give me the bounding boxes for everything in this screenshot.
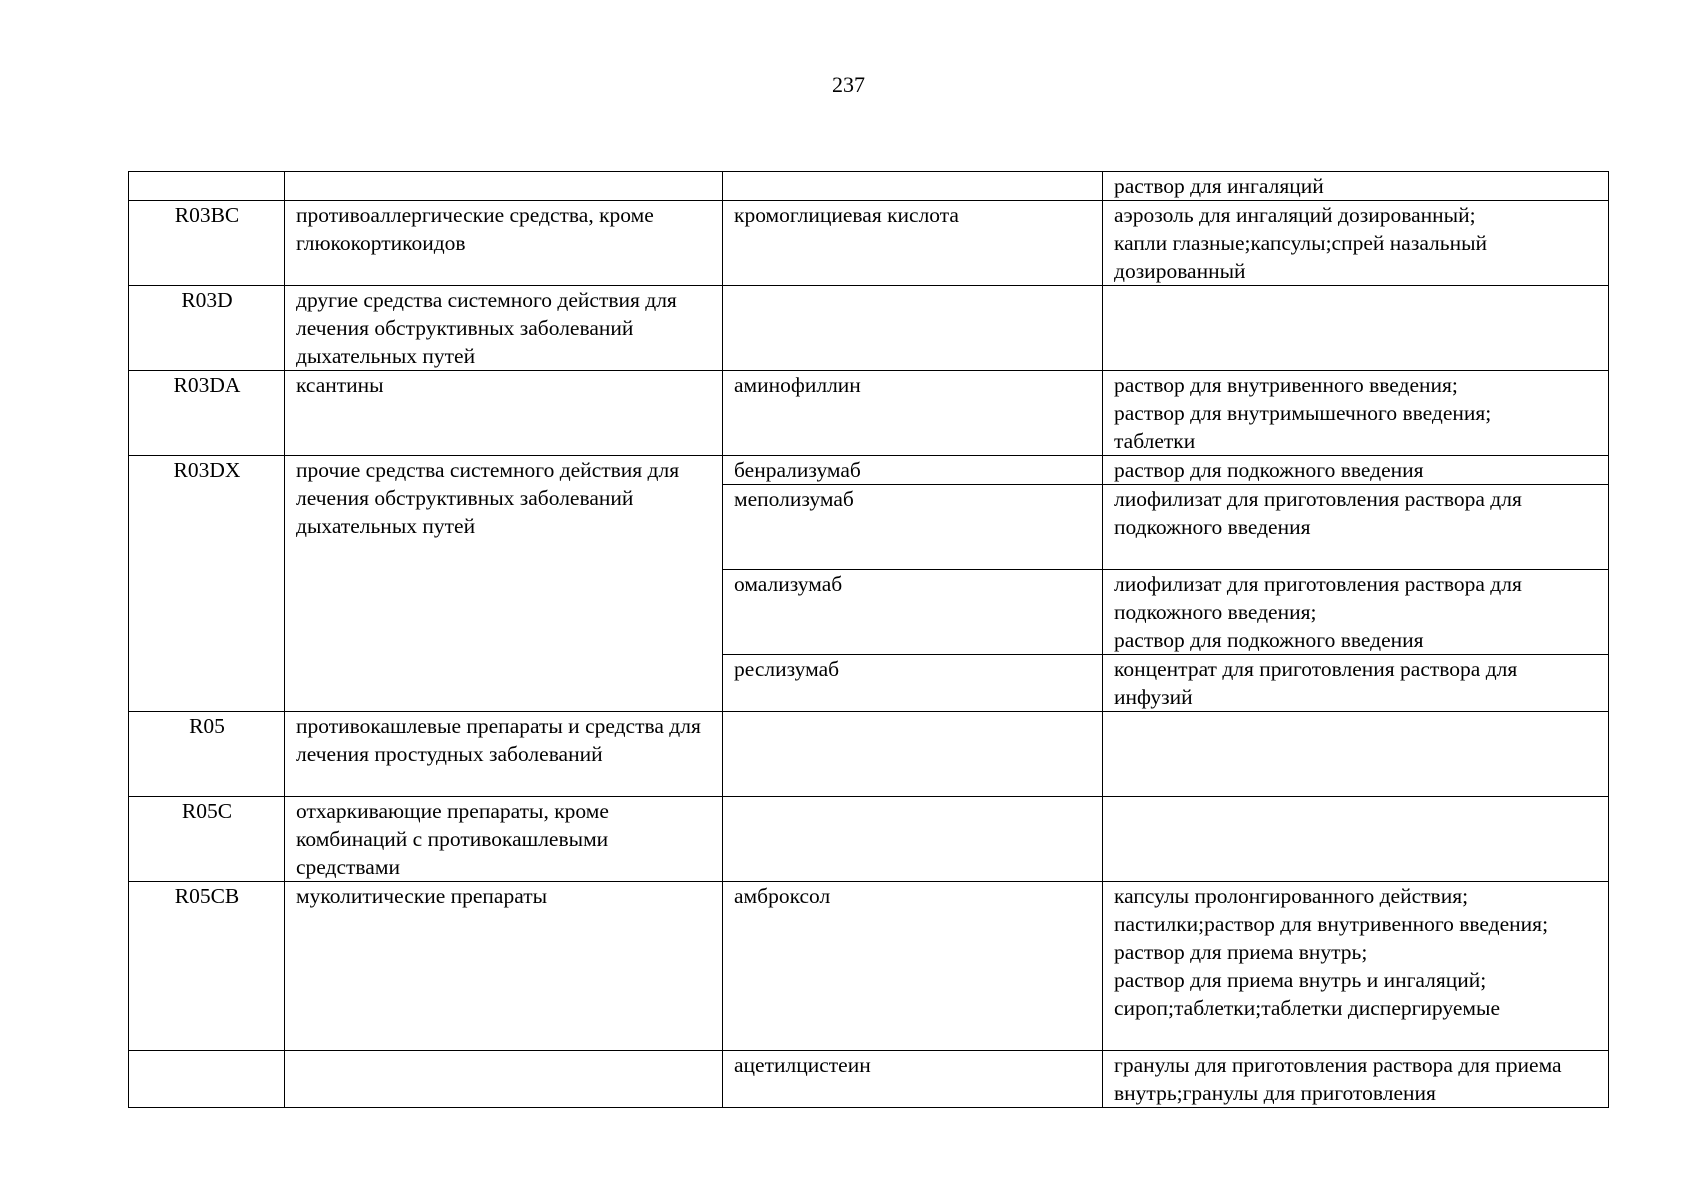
dosage-form-cell: лиофилизат для приготовления раствора для подкожного введения — [1103, 485, 1609, 570]
group-cell: другие средства системного действия для лечения обструктивных заболеваний дыхательных путей — [285, 286, 723, 371]
group-cell: прочие средства системного действия для лечения обструктивных заболеваний дыхательных путей — [285, 456, 723, 712]
atc-code-cell: R05CB — [129, 882, 285, 1051]
group-cell: противоаллергические средства, кроме глюкокортикоидов — [285, 201, 723, 286]
atc-code-cell: R03BC — [129, 201, 285, 286]
atc-code-cell: R03DA — [129, 371, 285, 456]
drug-cell: бенрализумаб — [723, 456, 1103, 485]
drug-cell — [723, 797, 1103, 882]
drug-cell — [723, 172, 1103, 201]
dosage-form-cell: раствор для ингаляций — [1103, 172, 1609, 201]
table-row — [129, 286, 1609, 371]
drug-classification-table — [128, 171, 1609, 1108]
table-row — [129, 456, 1609, 485]
atc-code-cell — [129, 172, 285, 201]
atc-code-cell: R03DX — [129, 456, 285, 712]
atc-code-cell — [129, 1051, 285, 1108]
table-row — [129, 882, 1609, 1051]
group-cell: ксантины — [285, 371, 723, 456]
drug-cell: аминофиллин — [723, 371, 1103, 456]
table-row — [129, 1051, 1609, 1108]
dosage-form-cell — [1103, 712, 1609, 797]
page-number: 237 — [832, 72, 865, 97]
drug-cell: омализумаб — [723, 570, 1103, 655]
drug-cell: кромоглициевая кислота — [723, 201, 1103, 286]
group-cell: муколитические препараты — [285, 882, 723, 1051]
drug-cell: реслизумаб — [723, 655, 1103, 712]
dosage-form-cell: раствор для подкожного введения — [1103, 456, 1609, 485]
dosage-form-cell: раствор для внутривенного введения; раствор для внутримышечного введения; таблетки — [1103, 371, 1609, 456]
dosage-form-cell — [1103, 797, 1609, 882]
group-cell: противокашлевые препараты и средства для лечения простудных заболеваний — [285, 712, 723, 797]
dosage-form-cell — [1103, 286, 1609, 371]
drug-cell: меполизумаб — [723, 485, 1103, 570]
dosage-form-cell: лиофилизат для приготовления раствора для подкожного введения; раствор для подкожного введения — [1103, 570, 1609, 655]
drug-cell — [723, 286, 1103, 371]
dosage-form-cell: капсулы пролонгированного действия; пастилки;раствор для внутривенного введения; раствор для приема внутрь; раствор для приема внутрь и ингаляций; сироп;таблетки;таблетки диспергируемые — [1103, 882, 1609, 1051]
drug-cell: ацетилцистеин — [723, 1051, 1103, 1108]
dosage-form-cell: аэрозоль для ингаляций дозированный; капли глазные;капсулы;спрей назальный дозированный — [1103, 201, 1609, 286]
drug-cell: амброксол — [723, 882, 1103, 1051]
drug-cell — [723, 712, 1103, 797]
group-cell: отхаркивающие препараты, кроме комбинаций с противокашлевыми средствами — [285, 797, 723, 882]
atc-code-cell: R03D — [129, 286, 285, 371]
table-row — [129, 172, 1609, 201]
group-cell — [285, 172, 723, 201]
table-row — [129, 712, 1609, 797]
group-cell — [285, 1051, 723, 1108]
table-row — [129, 371, 1609, 456]
atc-code-cell: R05 — [129, 712, 285, 797]
table-row — [129, 797, 1609, 882]
dosage-form-cell: гранулы для приготовления раствора для приема внутрь;гранулы для приготовления — [1103, 1051, 1609, 1108]
dosage-form-cell: концентрат для приготовления раствора для инфузий — [1103, 655, 1609, 712]
atc-code-cell: R05C — [129, 797, 285, 882]
table-row — [129, 201, 1609, 286]
